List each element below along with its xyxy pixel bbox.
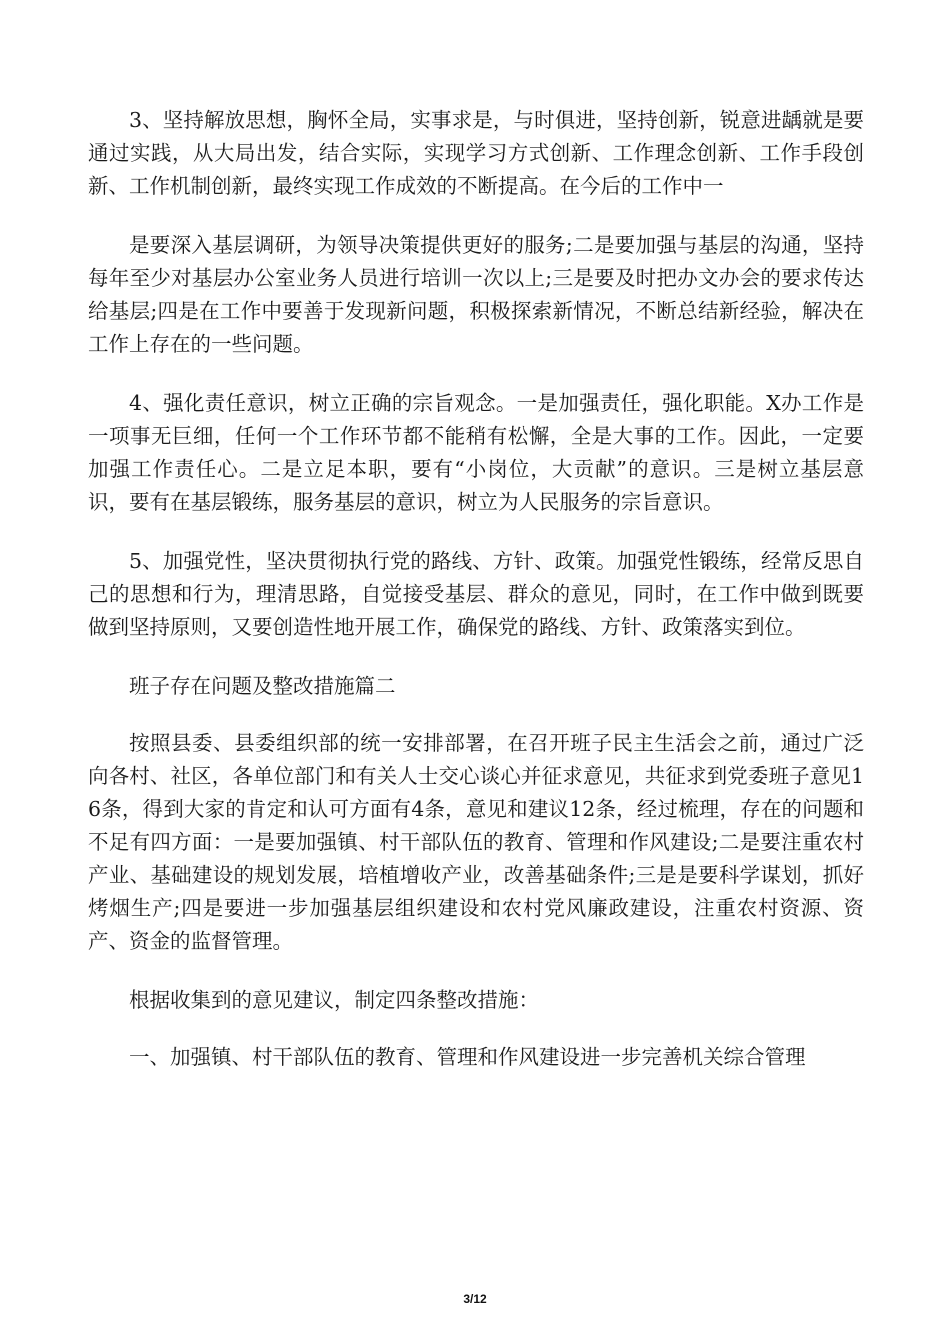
- paragraph-point-4: 4、强化责任意识，树立正确的宗旨观念。一是加强责任，强化职能。X办工作是一项事无巨细，任何一个工作环节都不能稍有松懈，全是大事的工作。因此，一定要加强工作责任心。二是立足本职，要有“小岗位，大贡献”的意识。三是树立基层意识，要有在基层锻练，服务基层的意识，树立为人民服务的宗旨意识。: [88, 391, 864, 514]
- document-body: [88, 104, 864, 1100]
- section-heading: 班子存在问题及整改措施篇二: [129, 674, 396, 698]
- paragraph-point-5: 5、加强党性，坚决贯彻执行党的路线、方针、政策。加强党性锻练，经常反思自己的思想和行为，理清思路，自觉接受基层、群众的意见，同时，在工作中做到既要做到坚持原则，又要创造性地开展工作，确保党的路线、方针、政策落实到位。: [88, 549, 864, 639]
- paragraph-section-intro: 按照县委、县委组织部的统一安排部署，在召开班子民主生活会之前，通过广泛向各村、社区，各单位部门和有关人士交心谈心并征求意见，共征求到党委班子意见16条，得到大家的肯定和认可方面有4条，意见和建议12条，经过梳理，存在的问题和不足有四方面：一是要加强镇、村干部队伍的教育、管理和作风建设;二是要注重农村产业、基础建设的规划发展，培植增收产业，改善基础条件;三是是要科学谋划，抓好烤烟生产;四是要进一步加强基层组织建设和农村党风廉政建设，注重农村资源、资产、资金的监督管理。: [88, 731, 864, 953]
- paragraph-point-3: 3、坚持解放思想，胸怀全局，实事求是，与时俱进，坚持创新，锐意进龋就是要通过实践，从大局出发，结合实际，实现学习方式创新、工作理念创新、工作手段创新、工作机制创新，最终实现工作成效的不断提高。在今后的工作中一: [88, 108, 864, 198]
- paragraph-point-3-continued: 是要深入基层调研，为领导决策提供更好的服务;二是要加强与基层的沟通，坚持每年至少对基层办公室业务人员进行培训一次以上;三是要及时把办文办会的要求传达给基层;四是在工作中要善于发现新问题，积极探索新情况，不断总结新经验，解决在工作上存在的一些问题。: [88, 233, 864, 356]
- paragraph-measure-1: 一、加强镇、村干部队伍的教育、管理和作风建设进一步完善机关综合管理: [129, 1045, 806, 1069]
- paragraph-measures-intro: 根据收集到的意见建议，制定四条整改措施：: [129, 988, 539, 1012]
- page-number: 3/12: [463, 1292, 487, 1306]
